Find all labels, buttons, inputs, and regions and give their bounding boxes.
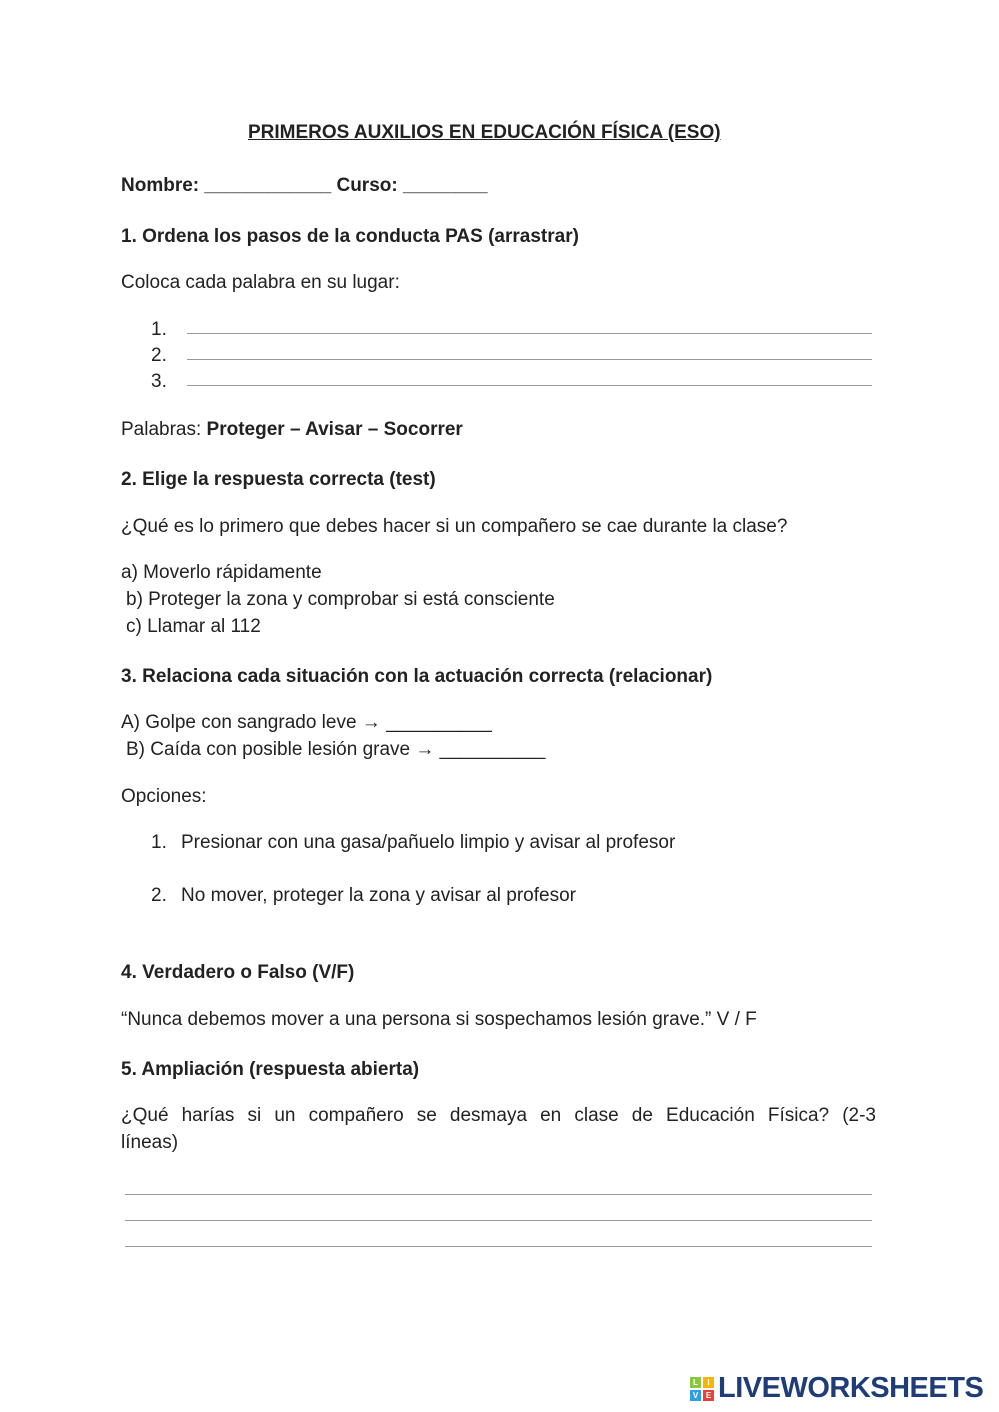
section-1-instructions: Coloca cada palabra en su lugar: xyxy=(121,272,400,293)
section-5-question-cont: líneas) xyxy=(121,1132,179,1153)
page-title: PRIMEROS AUXILIOS EN EDUCACIÓN FÍSICA (ESO) xyxy=(248,122,721,143)
logo-text: LIVEWORKSHEETS xyxy=(718,1372,984,1404)
section-5-question: ¿Qué harías si un compañero se desmaya en clase de Educación Física? (2-3 xyxy=(121,1105,876,1126)
step-number: 2. xyxy=(151,345,167,366)
option-text: Presionar con una gasa/pañuelo limpio y avisar al profesor xyxy=(181,832,676,853)
situation-a[interactable]: A) Golpe con sangrado leve → __________ xyxy=(121,712,492,733)
options-label: Opciones: xyxy=(121,786,207,807)
option-b[interactable]: b) Proteger la zona y comprobar si está consciente xyxy=(126,589,555,610)
answer-blank-1[interactable] xyxy=(187,333,872,334)
section-4-heading: 4. Verdadero o Falso (V/F) xyxy=(121,962,355,983)
open-answer-line-2[interactable] xyxy=(125,1220,872,1221)
option-number: 2. xyxy=(151,885,167,906)
words-label: Palabras: xyxy=(121,419,207,440)
option-a[interactable]: a) Moverlo rápidamente xyxy=(121,562,322,583)
section-2-heading: 2. Elige la respuesta correcta (test) xyxy=(121,469,436,490)
answer-blank-2[interactable] xyxy=(187,359,872,360)
section-1-heading: 1. Ordena los pasos de la conducta PAS (arrastrar) xyxy=(121,226,579,247)
name-course-line: Nombre: ____________ Curso: ________ xyxy=(121,175,488,196)
section-3-heading: 3. Relaciona cada situación con la actuación correcta (relacionar) xyxy=(121,666,713,687)
words-line xyxy=(121,419,463,441)
logo-icon: L I V E xyxy=(690,1377,714,1401)
option-c[interactable]: c) Llamar al 112 xyxy=(126,616,261,637)
step-number: 3. xyxy=(151,371,167,392)
words-list[interactable]: Proteger – Avisar – Socorrer xyxy=(206,419,463,440)
open-answer-line-1[interactable] xyxy=(125,1194,872,1195)
step-number: 1. xyxy=(151,319,167,340)
section-2-question: ¿Qué es lo primero que debes hacer si un compañero se cae durante la clase? xyxy=(121,516,788,537)
section-5-heading: 5. Ampliación (respuesta abierta) xyxy=(121,1059,420,1080)
liveworksheets-logo xyxy=(690,1372,983,1405)
answer-blank-3[interactable] xyxy=(187,385,872,386)
open-answer-line-3[interactable] xyxy=(125,1246,872,1247)
option-text: No mover, proteger la zona y avisar al profesor xyxy=(181,885,576,906)
true-false-statement[interactable]: “Nunca debemos mover a una persona si sospechamos lesión grave.” V / F xyxy=(121,1009,757,1030)
option-number: 1. xyxy=(151,832,167,853)
situation-b[interactable]: B) Caída con posible lesión grave → __________ xyxy=(126,739,546,760)
